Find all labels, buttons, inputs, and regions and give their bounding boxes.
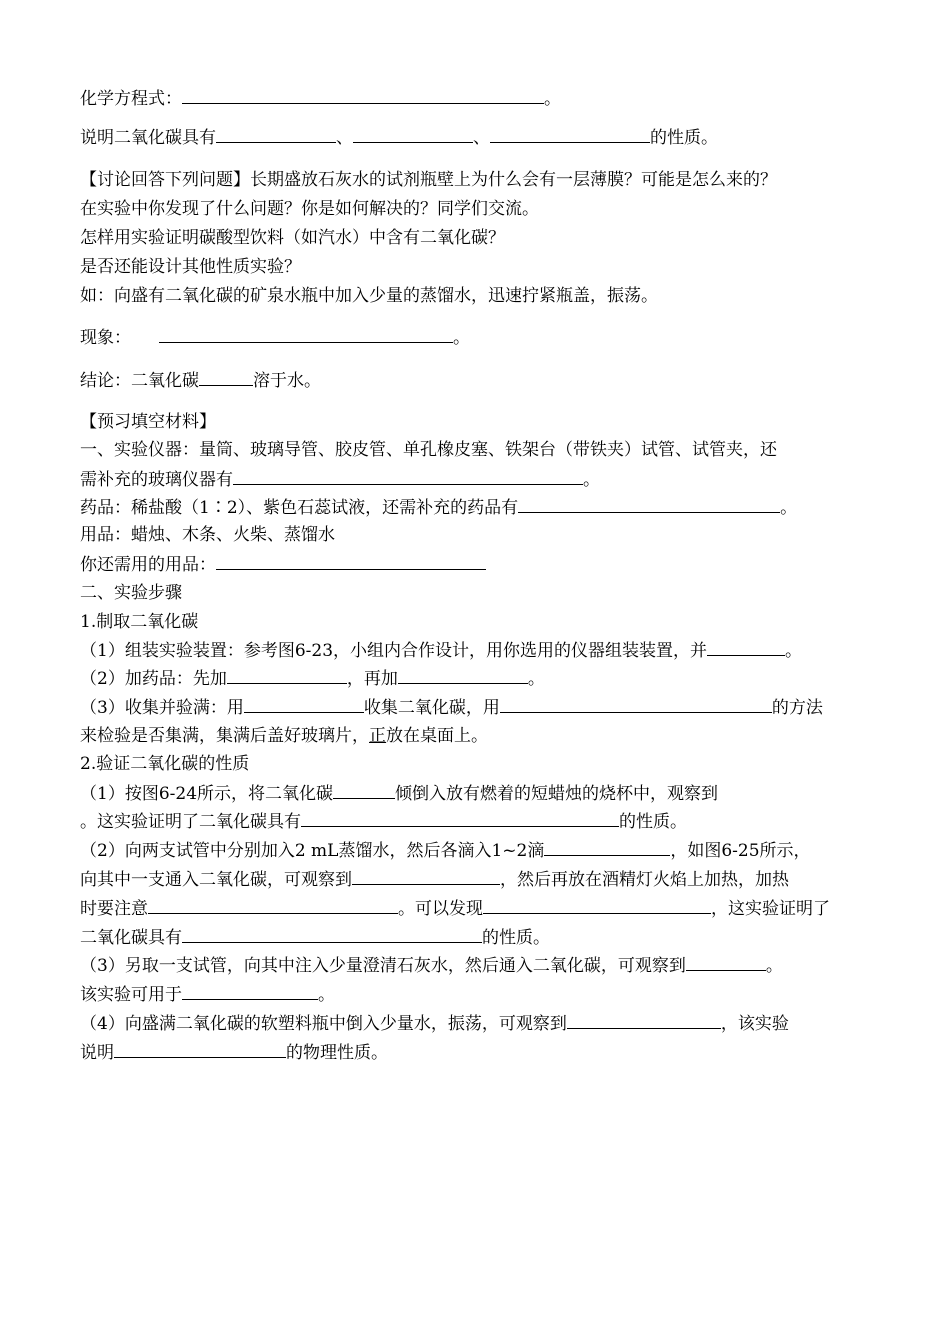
drugs-blank[interactable]	[518, 494, 780, 513]
step2-heading: 2.验证二氧化碳的性质	[80, 754, 250, 774]
step2-4-line-1: （4）向盛满二氧化碳的软塑料瓶中倒入少量水，振荡，可观察到 ，该实验	[80, 1010, 789, 1037]
step2-4-blank-1[interactable]	[567, 1010, 721, 1029]
step2-3-line-1: （3）另取一支试管，向其中注入少量澄清石灰水，然后通入二氧化碳，可观察到 。	[80, 952, 783, 979]
step1-2-line: （2）加药品：先加 ，再加 。	[80, 665, 545, 692]
phenomenon-blank[interactable]	[159, 324, 453, 343]
discussion-line-5: 如：向盛有二氧化碳的矿泉水瓶中加入少量的蒸馏水，迅速拧紧瓶盖，振荡。	[80, 286, 658, 306]
property-line: 说明二氧化碳具有 、 、 的性质。	[80, 124, 718, 151]
step2-1-line-2: 。这实验证明了二氧化碳具有 的性质。	[80, 808, 687, 835]
step1-2-blank-2[interactable]	[398, 665, 528, 684]
step2-1-blank-2[interactable]	[301, 808, 619, 827]
equation-line: 化学方程式： 。	[80, 85, 561, 112]
step2-4-line-2: 说明 的物理性质。	[80, 1039, 388, 1066]
step2-4-blank-2[interactable]	[114, 1039, 286, 1058]
drugs-line: 药品：稀盐酸（1∶2）、紫色石蕊试液，还需补充的药品有 。	[80, 494, 797, 521]
step2-2-blank-3[interactable]	[148, 895, 398, 914]
step1-heading: 1.制取二氧化碳	[80, 612, 199, 632]
steps-heading: 二、实验步骤	[80, 583, 182, 603]
discussion-line-2: 在实验中你发现了什么问题？你是如何解决的？同学们交流。	[80, 199, 539, 219]
instruments-line-2: 需补充的玻璃仪器有 。	[80, 466, 600, 493]
conclusion-blank[interactable]	[199, 367, 253, 386]
supplies-line: 用品：蜡烛、木条、火柴、蒸馏水	[80, 525, 335, 545]
preview-heading: 【预习填空材料】	[80, 412, 216, 432]
property-blank-2[interactable]	[353, 124, 473, 143]
step2-1-line-1: （1）按图6-24所示，将二氧化碳 倾倒入放有燃着的短蜡烛的烧杯中，观察到	[80, 780, 718, 807]
step2-2-line-1: （2）向两支试管中分别加入2 mL蒸馏水，然后各滴入1~2滴 ，如图6-25所示，	[80, 837, 811, 864]
step2-2-blank-2[interactable]	[352, 866, 500, 885]
needed-supplies-line: 你还需用的用品：	[80, 551, 486, 578]
step1-3-blank-1[interactable]	[244, 694, 364, 713]
step2-2-line-3: 时要注意 。可以发现 ，这实验证明了	[80, 895, 830, 922]
step1-1-line: （1）组装实验装置：参考图6-23，小组内合作设计，用你选用的仪器组装装置，并 。	[80, 637, 802, 664]
discussion-line-1: 【讨论回答下列问题】长期盛放石灰水的试剂瓶壁上为什么会有一层薄膜？可能是怎么来的？	[80, 170, 777, 190]
step1-1-blank[interactable]	[707, 637, 785, 656]
instruments-line-1: 一、实验仪器：量筒、玻璃导管、胶皮管、单孔橡皮塞、铁架台（带铁夹）试管、试管夹，还	[80, 440, 777, 460]
step2-1-blank-1[interactable]	[333, 780, 395, 799]
discussion-line-3: 怎样用实验证明碳酸型饮料（如汽水）中含有二氧化碳？	[80, 228, 505, 248]
phenomenon-line: 现象： 。	[80, 324, 470, 351]
step1-3-line-2: 来检验是否集满，集满后盖好玻璃片，正放在桌面上。	[80, 726, 488, 746]
step2-3-blank-2[interactable]	[182, 981, 318, 1000]
step2-3-blank-1[interactable]	[686, 952, 766, 971]
step2-2-line-4: 二氧化碳具有 的性质。	[80, 924, 550, 951]
step1-3-line-1: （3）收集并验满：用 收集二氧化碳，用 的方法	[80, 694, 823, 721]
step2-2-blank-5[interactable]	[182, 924, 482, 943]
needed-supplies-blank[interactable]	[216, 551, 486, 570]
discussion-line-4: 是否还能设计其他性质实验？	[80, 257, 301, 277]
step2-2-line-2: 向其中一支通入二氧化碳，可观察到 ，然后再放在酒精灯火焰上加热，加热	[80, 866, 789, 893]
step2-3-line-2: 该实验可用于 。	[80, 981, 335, 1008]
property-blank-3[interactable]	[490, 124, 650, 143]
step1-2-blank-1[interactable]	[227, 665, 347, 684]
instruments-blank[interactable]	[233, 466, 583, 485]
step2-2-blank-1[interactable]	[544, 837, 670, 856]
property-blank-1[interactable]	[216, 124, 336, 143]
step1-3-blank-2[interactable]	[500, 694, 772, 713]
step2-2-blank-4[interactable]	[483, 895, 711, 914]
equation-blank[interactable]	[182, 85, 544, 104]
conclusion-line: 结论：二氧化碳 溶于水。	[80, 367, 321, 394]
equation-label: 化学方程式：	[80, 89, 182, 109]
